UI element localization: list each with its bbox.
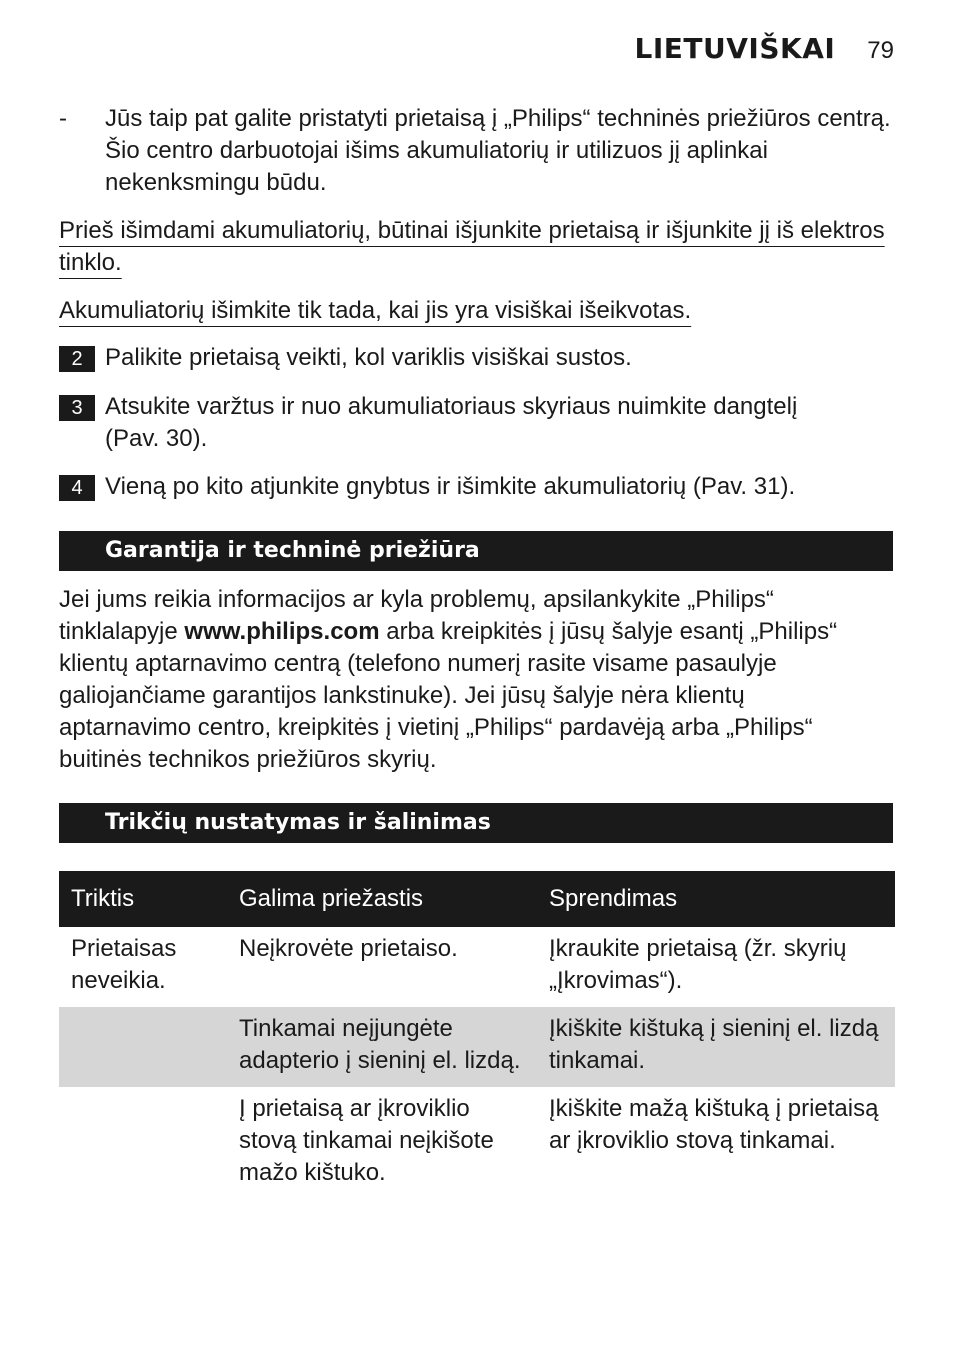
table-row [59, 1087, 895, 1199]
column-header-cause: Galima priežastis [227, 871, 537, 927]
step-number: 3 [59, 395, 95, 421]
step-number: 2 [59, 346, 95, 372]
guarantee-text-before: Jei jums reikia informacijos ar kyla problemų, apsilankykite „Philips“ tinklalapyje [59, 586, 774, 645]
solution-cell: Įkiškite kištuką į sieninį el. lizdą tinkamai. [537, 1007, 895, 1087]
step-text: Atsukite varžtus ir nuo akumuliatoriaus skyriaus nuimkite dangtelį (Pav. 30). [105, 393, 798, 452]
list-item [59, 103, 899, 199]
step-text: Vieną po kito atjunkite gnybtus ir išimkite akumuliatorių (Pav. 31). [105, 473, 796, 500]
warning-text: Prieš išimdami akumuliatorių, būtinai išjunkite prietaisą ir išjunkite jį iš elektros tinklo. [59, 217, 885, 276]
step-text: Palikite prietaisą veikti, kol variklis visiškai sustos. [105, 344, 632, 371]
cause-cell: Į prietaisą ar įkroviklio stovą tinkamai neįkišote mažo kištuko. [239, 1095, 494, 1186]
table-row [59, 927, 895, 1007]
column-header-problem: Triktis [59, 871, 227, 927]
solution-cell: Įkiškite mažą kištuką į prietaisą ar įkroviklio stovą tinkamai. [549, 1095, 879, 1154]
bullet-dash: - [59, 105, 67, 132]
step-item [59, 391, 899, 455]
problem-cell [59, 1007, 227, 1087]
warning-text: Akumuliatorių išimkite tik tada, kai jis yra visiškai išeikvotas. [59, 297, 692, 324]
warning-remove-power [59, 215, 899, 279]
guarantee-text-after: arba kreipkitės į jūsų šalyje esantį „Philips“ klientų aptarnavimo centrą (telefono numerį rasite visame pasaulyje galiojančiame garantijos lankstinuke). Jei jūsų šalyje nėra klientų aptarnavimo centro, kreipkitės į vietinį „Philips“ pardavėją arba „Philips“ buitinės technikos priežiūros skyrių. [59, 618, 838, 773]
step-number: 4 [59, 475, 95, 501]
table-header-row [59, 871, 895, 927]
table-row [59, 1007, 895, 1087]
section-heading-troubleshooting: Trikčių nustatymas ir šalinimas [59, 803, 893, 843]
bullet-text: Jūs taip pat galite pristatyti prietaisą į „Philips“ techninės priežiūros centrą. Šio centro darbuotojai išims akumuliatorių ir utilizuos jį aplinkai nekenksmingu būdu. [105, 105, 891, 196]
problem-cell [59, 1087, 227, 1199]
page-number: 79 [867, 37, 894, 64]
language-heading: LIETUVIŠKAI [634, 32, 836, 65]
cause-cell: Tinkamai neįjungėte adapterio į sieninį el. lizdą. [227, 1007, 537, 1087]
troubleshooting-table [59, 871, 895, 1199]
guarantee-paragraph [59, 584, 879, 776]
solution-cell: Įkraukite prietaisą (žr. skyrių „Įkrovimas“). [549, 935, 847, 994]
step-item [59, 471, 899, 503]
column-header-solution: Sprendimas [537, 871, 895, 927]
section-heading-guarantee: Garantija ir techninė priežiūra [59, 531, 893, 571]
cause-cell: Neįkrovėte prietaiso. [239, 935, 458, 962]
philips-website-link[interactable]: www.philips.com [184, 618, 380, 645]
warning-battery-empty [59, 295, 899, 327]
step-item [59, 342, 899, 374]
problem-cell: Prietaisas neveikia. [71, 935, 177, 994]
page-header [635, 32, 894, 65]
